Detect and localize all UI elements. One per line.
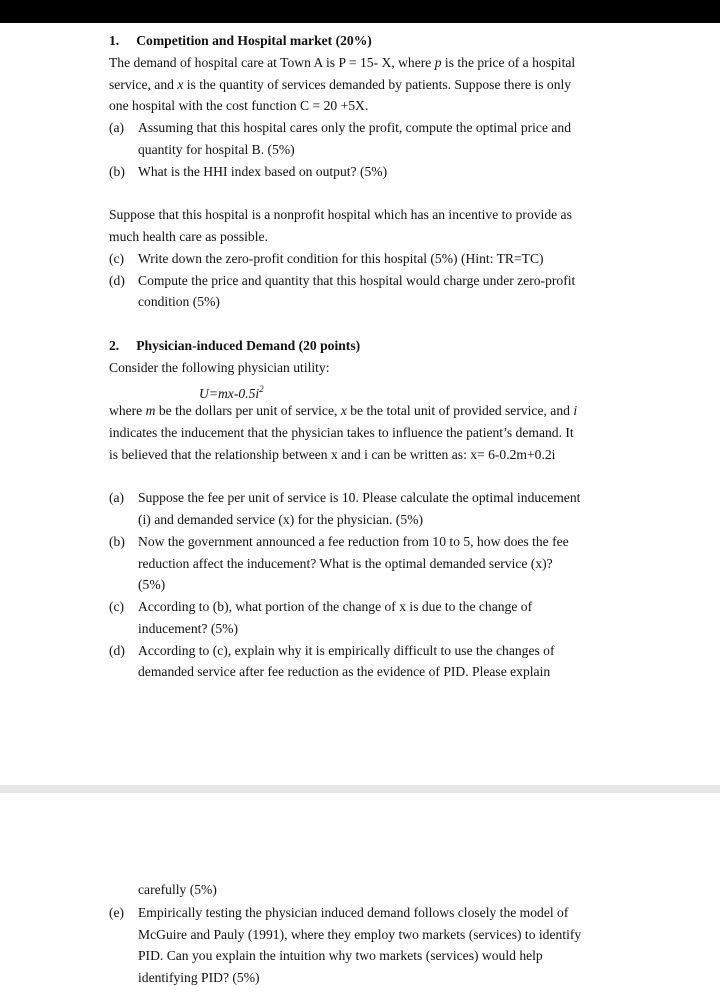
sub-question-text: Suppose the fee per unit of service is 10. Please calculate the optimal inducement [138, 490, 581, 505]
sub-question-text: quantity for hospital B. (5%) [138, 142, 295, 157]
sub-question-label: (a) [109, 120, 125, 135]
sub-question-label: (b) [109, 534, 125, 549]
sub-question-text: inducement? (5%) [138, 621, 239, 636]
sub-question-text: Empirically testing the physician induced demand follows closely the model of [138, 905, 569, 920]
sub-question-label: (a) [109, 490, 125, 505]
sub-question-label: (d) [109, 273, 125, 288]
question-2-heading [109, 338, 360, 354]
sub-question-label: (c) [109, 599, 125, 614]
paragraph-line: much health care as possible. [109, 229, 268, 244]
sub-question-text: Write down the zero-profit condition for this hospital (5%) (Hint: TR=TC) [138, 251, 544, 266]
sub-question-text: Assuming that this hospital cares only the profit, compute the optimal price and [138, 120, 572, 135]
paragraph-line: where m be the dollars per unit of service, x be the total unit of provided service, and i [109, 403, 578, 418]
sub-question-label: (e) [109, 905, 125, 920]
paragraph-line: service, and x is the quantity of services demanded by patients. Suppose there is only [109, 77, 572, 92]
page-break [0, 785, 720, 793]
sub-question-text: According to (b), what portion of the change of x is due to the change of [138, 599, 533, 614]
sub-question-label: (c) [109, 251, 125, 266]
sub-question-text: Compute the price and quantity that this hospital would charge under zero-profit [138, 273, 576, 288]
sub-question-text: condition (5%) [138, 294, 220, 309]
sub-question-text: demanded service after fee reduction as the evidence of PID. Please explain [138, 664, 551, 679]
question-number: 1. [109, 33, 120, 48]
question-title: Competition and Hospital market (20%) [136, 33, 372, 48]
top-black-bar [0, 0, 720, 23]
sub-question-text: PID. Can you explain the intuition why two markets (services) would help [138, 948, 543, 963]
paragraph-line: indicates the inducement that the physician takes to influence the patient’s demand. It [109, 425, 574, 440]
sub-question-text: What is the HHI index based on output? (5%) [138, 164, 388, 179]
utility-formula: $U=mx-0.5i^2$ [199, 384, 264, 401]
paragraph-line: Suppose that this hospital is a nonprofit hospital which has an incentive to provide as [109, 207, 572, 222]
sub-question-text: According to (c), explain why it is empirically difficult to use the changes of [138, 643, 555, 658]
sub-question-text: McGuire and Pauly (1991), where they employ two markets (services) to identify [138, 927, 582, 942]
question-number: 2. [109, 338, 120, 353]
paragraph-line: is believed that the relationship between x and i can be written as: x= 6-0.2m+0.2i [109, 447, 556, 462]
sub-question-text: (i) and demanded service (x) for the physician. (5%) [138, 512, 423, 527]
sub-question-text: carefully (5%) [138, 882, 217, 897]
sub-question-text: (5%) [138, 577, 166, 592]
sub-question-text: reduction affect the inducement? What is the optimal demanded service (x)? [138, 556, 553, 571]
question-1-heading [109, 33, 372, 49]
sub-question-label: (d) [109, 643, 125, 658]
paragraph-line: Consider the following physician utility: [109, 360, 330, 375]
paragraph-line: The demand of hospital care at Town A is P = 15- X, where p is the price of a hospital [109, 55, 576, 70]
sub-question-text: identifying PID? (5%) [138, 970, 260, 985]
sub-question-label: (b) [109, 164, 125, 179]
paragraph-line: one hospital with the cost function C = 20 +5X. [109, 98, 369, 113]
sub-question-text: Now the government announced a fee reduction from 10 to 5, how does the fee [138, 534, 569, 549]
question-title: Physician-induced Demand (20 points) [136, 338, 361, 353]
